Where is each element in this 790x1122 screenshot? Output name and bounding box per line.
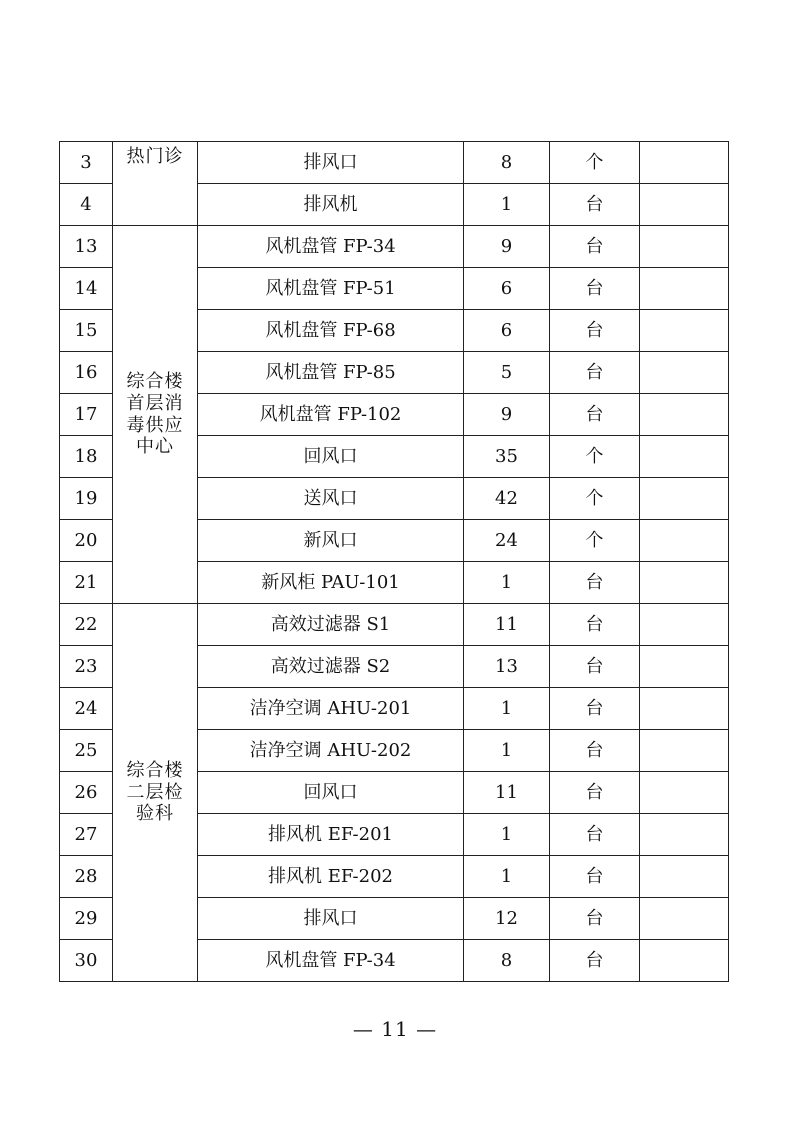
equipment-name-cell: 风机盘管 FP-102 [198,394,464,436]
quantity-cell: 9 [464,226,550,268]
remark-cell [640,562,729,604]
equipment-name-cell: 回风口 [198,772,464,814]
remark-cell [640,898,729,940]
row-number-cell: 16 [60,352,113,394]
equipment-name-cell: 风机盘管 FP-68 [198,310,464,352]
unit-cell: 台 [550,352,640,394]
area-cell: 热门诊 [113,142,198,226]
row-number-cell: 18 [60,436,113,478]
equipment-name-cell: 排风机 [198,184,464,226]
equipment-name-cell: 洁净空调 AHU-202 [198,730,464,772]
equipment-name-cell: 风机盘管 FP-34 [198,226,464,268]
quantity-cell: 6 [464,268,550,310]
remark-cell [640,940,729,982]
quantity-cell: 5 [464,352,550,394]
remark-cell [640,604,729,646]
area-cell: 综合楼 首层消 毒供应 中心 [113,226,198,604]
unit-cell: 台 [550,688,640,730]
remark-cell [640,520,729,562]
equipment-name-cell: 风机盘管 FP-85 [198,352,464,394]
area-cell: 综合楼 二层检 验科 [113,604,198,982]
remark-cell [640,730,729,772]
equipment-name-cell: 风机盘管 FP-34 [198,940,464,982]
row-number-cell: 21 [60,562,113,604]
remark-cell [640,142,729,184]
equipment-table-body [60,142,729,982]
unit-cell: 台 [550,226,640,268]
quantity-cell: 13 [464,646,550,688]
remark-cell [640,394,729,436]
equipment-name-cell: 排风机 EF-202 [198,856,464,898]
unit-cell: 台 [550,562,640,604]
row-number-cell: 27 [60,814,113,856]
equipment-name-cell: 高效过滤器 S1 [198,604,464,646]
quantity-cell: 1 [464,688,550,730]
remark-cell [640,436,729,478]
table-row [60,142,729,184]
unit-cell: 个 [550,142,640,184]
unit-cell: 台 [550,268,640,310]
remark-cell [640,814,729,856]
equipment-name-cell: 新风口 [198,520,464,562]
row-number-cell: 14 [60,268,113,310]
quantity-cell: 11 [464,604,550,646]
equipment-name-cell: 风机盘管 FP-51 [198,268,464,310]
row-number-cell: 28 [60,856,113,898]
quantity-cell: 1 [464,814,550,856]
unit-cell: 台 [550,184,640,226]
remark-cell [640,268,729,310]
equipment-name-cell: 洁净空调 AHU-201 [198,688,464,730]
row-number-cell: 3 [60,142,113,184]
row-number-cell: 26 [60,772,113,814]
row-number-cell: 25 [60,730,113,772]
unit-cell: 台 [550,940,640,982]
quantity-cell: 1 [464,856,550,898]
remark-cell [640,856,729,898]
remark-cell [640,478,729,520]
quantity-cell: 8 [464,142,550,184]
remark-cell [640,310,729,352]
quantity-cell: 8 [464,940,550,982]
unit-cell: 台 [550,814,640,856]
unit-cell: 个 [550,478,640,520]
equipment-name-cell: 送风口 [198,478,464,520]
unit-cell: 台 [550,730,640,772]
table-row [60,604,729,646]
quantity-cell: 1 [464,562,550,604]
equipment-name-cell: 回风口 [198,436,464,478]
remark-cell [640,226,729,268]
row-number-cell: 17 [60,394,113,436]
table-row [60,226,729,268]
unit-cell: 台 [550,646,640,688]
unit-cell: 台 [550,604,640,646]
unit-cell: 台 [550,772,640,814]
row-number-cell: 23 [60,646,113,688]
quantity-cell: 6 [464,310,550,352]
equipment-name-cell: 排风口 [198,898,464,940]
unit-cell: 台 [550,898,640,940]
equipment-table [59,141,729,982]
unit-cell: 台 [550,394,640,436]
quantity-cell: 1 [464,184,550,226]
remark-cell [640,352,729,394]
quantity-cell: 42 [464,478,550,520]
quantity-cell: 12 [464,898,550,940]
quantity-cell: 1 [464,730,550,772]
row-number-cell: 24 [60,688,113,730]
quantity-cell: 35 [464,436,550,478]
quantity-cell: 24 [464,520,550,562]
remark-cell [640,772,729,814]
row-number-cell: 30 [60,940,113,982]
remark-cell [640,184,729,226]
row-number-cell: 13 [60,226,113,268]
row-number-cell: 20 [60,520,113,562]
remark-cell [640,646,729,688]
row-number-cell: 22 [60,604,113,646]
row-number-cell: 15 [60,310,113,352]
remark-cell [640,688,729,730]
unit-cell: 个 [550,520,640,562]
quantity-cell: 11 [464,772,550,814]
quantity-cell: 9 [464,394,550,436]
equipment-name-cell: 排风口 [198,142,464,184]
unit-cell: 台 [550,310,640,352]
equipment-name-cell: 新风柜 PAU-101 [198,562,464,604]
equipment-name-cell: 排风机 EF-201 [198,814,464,856]
unit-cell: 个 [550,436,640,478]
row-number-cell: 19 [60,478,113,520]
row-number-cell: 29 [60,898,113,940]
unit-cell: 台 [550,856,640,898]
page-number: — 11 — [352,1017,438,1041]
equipment-name-cell: 高效过滤器 S2 [198,646,464,688]
row-number-cell: 4 [60,184,113,226]
